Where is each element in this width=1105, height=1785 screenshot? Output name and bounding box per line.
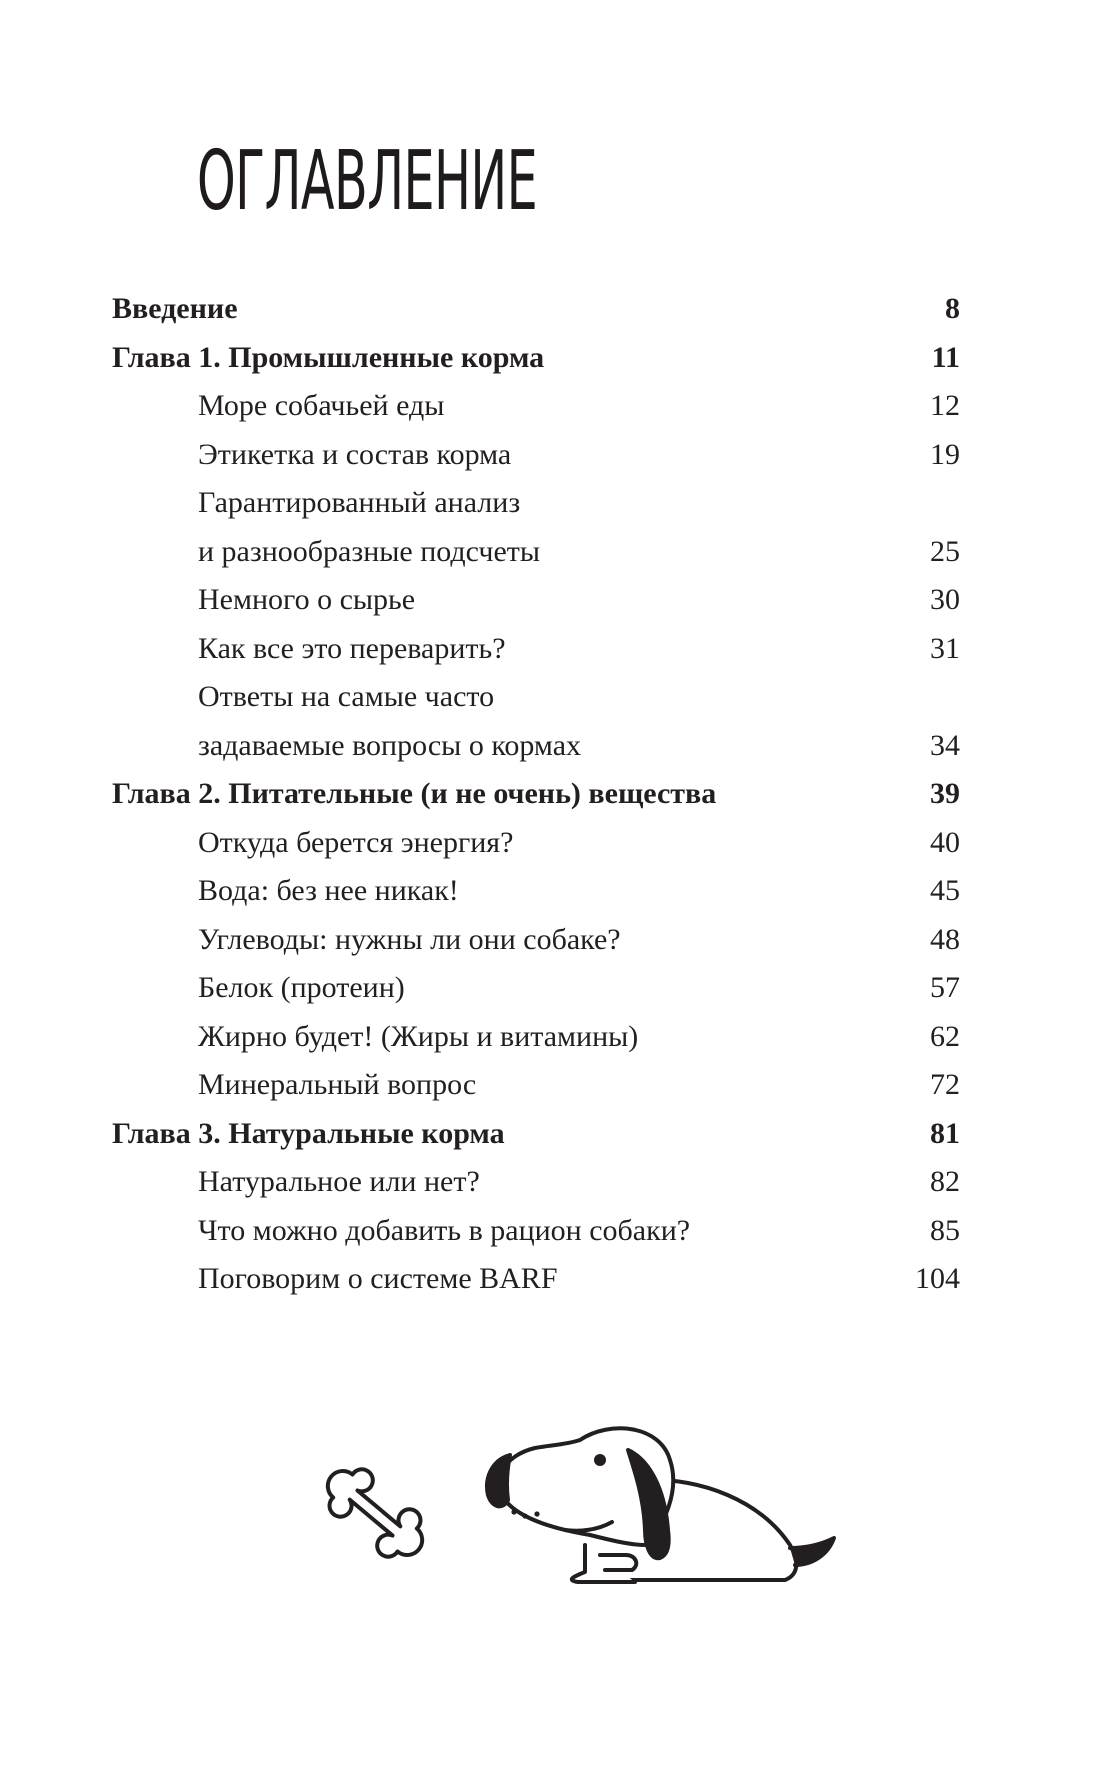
toc-entry-title: Откуда берется энергия? [198,825,514,859]
toc-entry [112,1013,960,1062]
toc-entry-title: Глава 2. Питательные (и не очень) вещества [112,777,717,810]
toc-entry-page: 11 [931,340,960,374]
toc-entry-page: 57 [930,971,960,1004]
toc-entry-title: Минеральный вопрос [198,1068,477,1101]
toc-entry-page: 81 [930,1116,960,1150]
toc-entry-title: Море собачьей еды [198,389,445,422]
toc-entry-page: 72 [930,1068,960,1101]
toc-entry-title: Белок (протеин) [198,971,405,1004]
toc-entry-title: Ответы на самые часто [198,680,495,713]
toc-entry [112,916,960,965]
toc-entry-title: Жирно будет! (Жиры и витамины) [198,1019,639,1053]
toc-entry [112,673,960,722]
toc-entry-page: 30 [930,583,960,616]
toc-entry-page: 62 [930,1019,960,1053]
toc-entry-title: задаваемые вопросы о кормах [198,728,582,762]
toc-entry [112,576,960,625]
toc-entry [112,867,960,916]
toc-entry-page: 25 [930,534,960,568]
toc-entry-title: и разнообразные подсчеты [198,534,541,568]
toc-entry-title: Введение [112,292,238,325]
toc-entry [112,334,960,383]
toc-entry-title: Как все это переварить? [198,631,506,665]
dog-with-bone-illustration [320,1410,840,1590]
toc-entry-page: 31 [930,631,960,665]
toc-entry-page: 104 [915,1262,960,1295]
toc-entry-page: 48 [930,922,960,956]
toc-entry-title: Немного о сырье [198,583,416,616]
toc-entry-title: Поговорим о системе BARF [198,1262,558,1295]
toc-entry [112,1207,960,1256]
toc-entry [112,722,960,771]
toc-entry-page: 8 [945,292,960,325]
toc-entry-title: Глава 1. Промышленные корма [112,340,545,374]
toc-entry-title: Что можно добавить в рацион собаки? [198,1213,691,1247]
toc-entry-page: 82 [930,1165,960,1198]
toc-entry-page: 39 [930,777,960,810]
toc-entry [112,479,960,528]
toc-entry [112,625,960,674]
toc-entry-page: 19 [930,437,960,471]
toc-entry [112,964,960,1013]
toc-entry-page: 40 [930,825,960,859]
toc-entry-title: Вода: без нее никак! [198,874,459,907]
toc-entry-title: Гарантированный анализ [198,486,521,519]
toc-entry-title: Углеводы: нужны ли они собаке? [198,922,621,956]
toc-entry [112,1061,960,1110]
toc-entry [112,1110,960,1159]
toc-entry-page: 12 [930,389,960,422]
toc-entry [112,1158,960,1207]
toc-entry-page: 34 [930,728,960,762]
toc-entry [112,1255,960,1304]
toc-entry [112,431,960,480]
bone-icon [320,1455,436,1570]
toc-entry-page: 85 [930,1213,960,1247]
toc-entry-title: Глава 3. Натуральные корма [112,1116,505,1150]
toc-entry [112,819,960,868]
toc-entry [112,285,960,334]
toc-entry [112,528,960,577]
page-title: ОГЛАВЛЕНИЕ [197,134,538,229]
toc-entry [112,382,960,431]
dog-icon [487,1428,834,1582]
toc-entry-title: Этикетка и состав корма [198,437,512,471]
toc-entry-page: 45 [930,874,960,907]
toc-entry-title: Натуральное или нет? [198,1165,480,1198]
toc-entry [112,770,960,819]
table-of-contents [112,285,960,1304]
